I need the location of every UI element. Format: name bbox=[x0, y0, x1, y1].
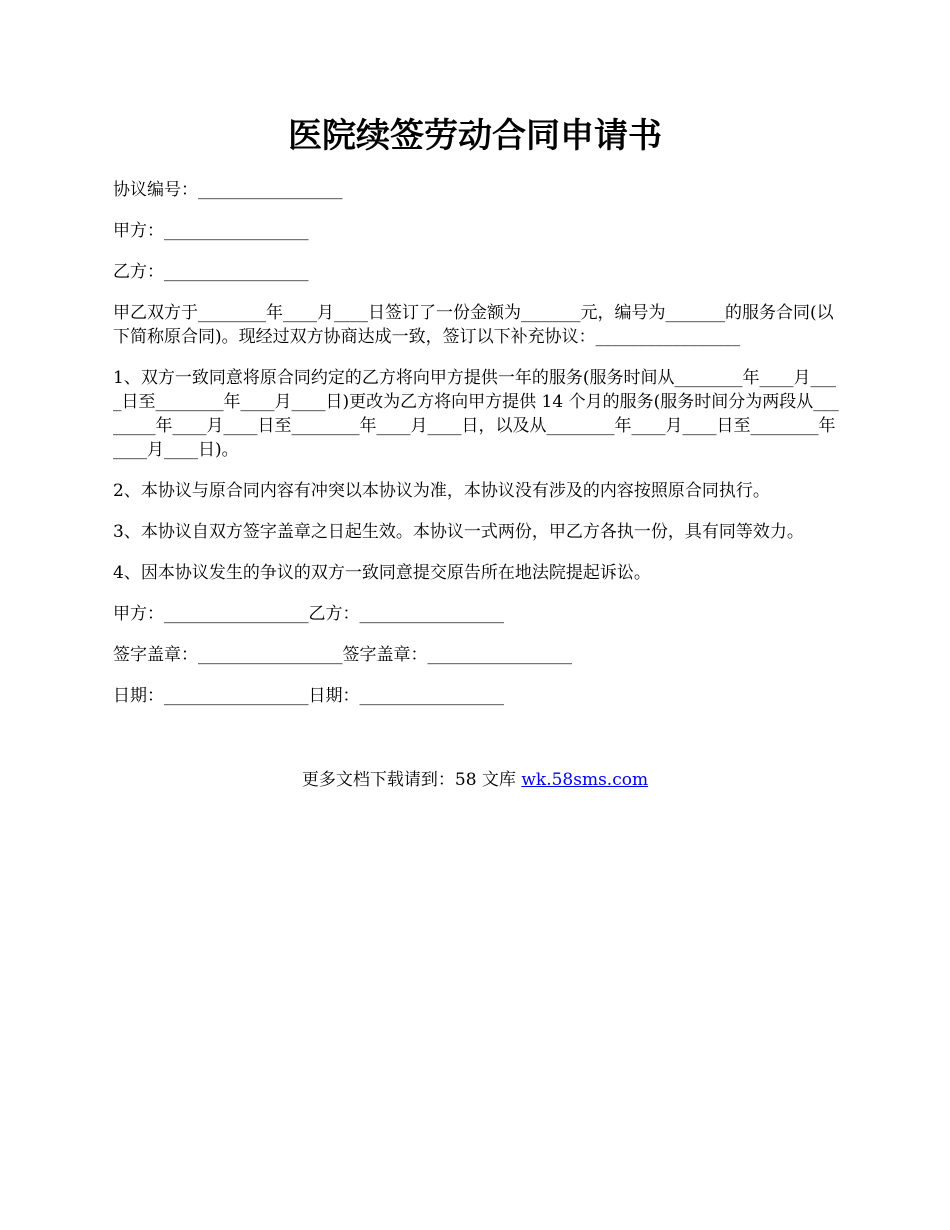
clause-4: 4、因本协议发生的争议的双方一致同意提交原告所在地法院提起诉讼。 bbox=[113, 563, 651, 583]
footer bbox=[0, 768, 950, 792]
agreement-number-field: 协议编号：_________________ bbox=[113, 180, 343, 200]
signature-date-line: 日期：_________________日期：_________________ bbox=[113, 686, 504, 706]
footer-link[interactable]: wk.58sms.com bbox=[521, 770, 649, 790]
clause-1: 1、双方一致同意将原合同约定的乙方将向甲方提供一年的服务(服务时间从________年____月____日至________年____月____日)更改为乙方将向甲方提供 14 个月的服务(服务时间分为两段从________年____月____日至________年____月____日，以及从________年____月____日至________年____月____日)。 bbox=[113, 368, 839, 460]
footer-text: 更多文档下载请到：58 文库 bbox=[301, 770, 522, 790]
signature-parties-line: 甲方：_________________乙方：_________________ bbox=[113, 604, 504, 624]
page-title: 医院续签劳动合同申请书 bbox=[288, 116, 662, 156]
intro-paragraph: 甲乙双方于________年____月____日签订了一份金额为_______元，编号为_______的服务合同(以下简称原合同)。现经过双方协商达成一致，签订以下补充协议：_________________ bbox=[113, 303, 834, 347]
clause-2: 2、本协议与原合同内容有冲突以本协议为准，本协议没有涉及的内容按照原合同执行。 bbox=[113, 481, 770, 501]
signature-seal-line: 签字盖章：_________________签字盖章：_________________ bbox=[113, 645, 572, 665]
party-b-field: 乙方：_________________ bbox=[113, 262, 309, 282]
clause-3: 3、本协议自双方签字盖章之日起生效。本协议一式两份，甲乙方各执一份，具有同等效力。 bbox=[113, 522, 804, 542]
party-a-field: 甲方：_________________ bbox=[113, 221, 309, 241]
document-body bbox=[113, 178, 841, 725]
